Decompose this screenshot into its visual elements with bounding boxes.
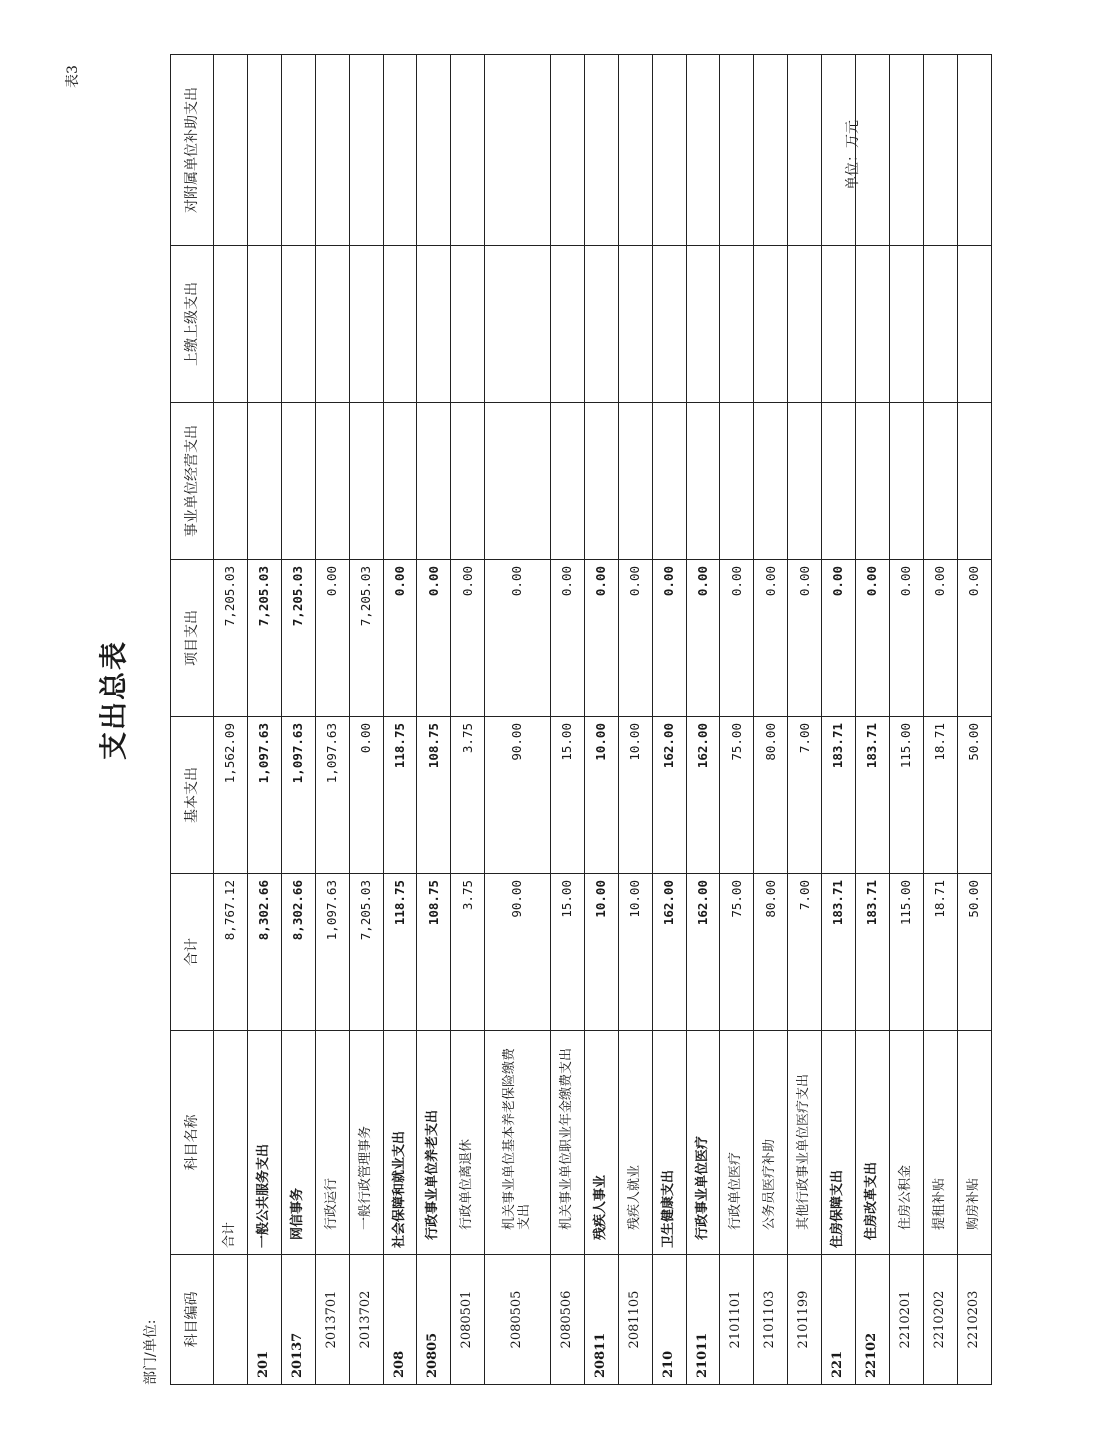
cell-total: 183.71 [822,874,856,1031]
cell-project: 0.00 [652,560,686,717]
cell-project: 0.00 [890,560,924,717]
cell-code: 2210202 [923,1255,957,1385]
cell-subsidy [788,55,822,246]
cell-subsidy [281,55,315,246]
cell-upper [584,246,618,403]
cell-basic: 10.00 [618,717,652,874]
cell-operating [856,403,890,560]
cell-code: 2210203 [957,1255,991,1385]
cell-upper [214,246,248,403]
cell-code: 21011 [686,1255,720,1385]
cell-project: 0.00 [383,560,417,717]
cell-operating [890,403,924,560]
cell-basic: 3.75 [451,717,485,874]
header-name: 科目名称 [171,1031,214,1255]
cell-total: 7.00 [788,874,822,1031]
cell-code: 2080501 [451,1255,485,1385]
cell-subsidy [349,55,383,246]
cell-project: 0.00 [856,560,890,717]
cell-code: 2101101 [720,1255,754,1385]
cell-code: 22102 [856,1255,890,1385]
cell-subsidy [214,55,248,246]
cell-basic: 80.00 [754,717,788,874]
cell-project: 0.00 [584,560,618,717]
cell-name: 一般公共服务支出 [247,1031,281,1255]
table-row [618,55,652,1385]
header-total: 合计 [171,874,214,1031]
cell-upper [417,246,451,403]
cell-basic: 115.00 [890,717,924,874]
cell-total: 162.00 [686,874,720,1031]
cell-total: 1,097.63 [315,874,349,1031]
cell-upper [451,246,485,403]
cell-operating [686,403,720,560]
cell-project: 0.00 [417,560,451,717]
table-row [652,55,686,1385]
cell-project: 7,205.03 [281,560,315,717]
department-label: 部门/单位: [143,1319,159,1385]
cell-name: 公务员医疗补助 [754,1031,788,1255]
table-row [720,55,754,1385]
table-row [315,55,349,1385]
table-row [754,55,788,1385]
cell-operating [383,403,417,560]
cell-name: 行政运行 [315,1031,349,1255]
cell-project: 7,205.03 [247,560,281,717]
cell-name: 机关事业单位职业年金缴费支出 [550,1031,584,1255]
cell-upper [856,246,890,403]
cell-basic: 1,097.63 [281,717,315,874]
cell-operating [957,403,991,560]
cell-operating [214,403,248,560]
cell-operating [281,403,315,560]
cell-subsidy [618,55,652,246]
cell-basic: 10.00 [584,717,618,874]
cell-subsidy [720,55,754,246]
cell-project: 7,205.03 [349,560,383,717]
cell-operating [315,403,349,560]
cell-total: 118.75 [383,874,417,1031]
cell-basic: 108.75 [417,717,451,874]
cell-upper [247,246,281,403]
cell-operating [417,403,451,560]
cell-total: 7,205.03 [349,874,383,1031]
cell-total: 18.71 [923,874,957,1031]
cell-operating [822,403,856,560]
table-row [451,55,485,1385]
cell-operating [652,403,686,560]
cell-total: 162.00 [652,874,686,1031]
cell-name: 住房保障支出 [822,1031,856,1255]
cell-code: 20137 [281,1255,315,1385]
cell-total: 8,302.66 [247,874,281,1031]
cell-subsidy [383,55,417,246]
cell-subsidy [485,55,551,246]
cell-basic: 183.71 [822,717,856,874]
cell-upper [686,246,720,403]
cell-project: 0.00 [957,560,991,717]
cell-total: 90.00 [485,874,551,1031]
header-code: 科目编码 [171,1255,214,1385]
cell-operating [754,403,788,560]
cell-code: 2101199 [788,1255,822,1385]
cell-project: 0.00 [788,560,822,717]
table-row [214,55,248,1385]
table-row [247,55,281,1385]
cell-name: 合计 [214,1031,248,1255]
cell-total: 15.00 [550,874,584,1031]
cell-upper [550,246,584,403]
cell-basic: 118.75 [383,717,417,874]
cell-upper [720,246,754,403]
header-subsidy: 对附属单位补助支出 [171,55,214,246]
cell-basic: 50.00 [957,717,991,874]
cell-total: 10.00 [618,874,652,1031]
cell-operating [485,403,551,560]
cell-basic: 18.71 [923,717,957,874]
cell-subsidy [584,55,618,246]
cell-operating [618,403,652,560]
cell-name: 行政事业单位医疗 [686,1031,720,1255]
cell-upper [957,246,991,403]
cell-code: 2081105 [618,1255,652,1385]
cell-subsidy [754,55,788,246]
cell-upper [485,246,551,403]
cell-name: 残疾人就业 [618,1031,652,1255]
cell-code: 2080505 [485,1255,551,1385]
cell-total: 108.75 [417,874,451,1031]
cell-code: 2013701 [315,1255,349,1385]
cell-basic: 75.00 [720,717,754,874]
cell-basic: 1,097.63 [247,717,281,874]
cell-subsidy [417,55,451,246]
cell-total: 183.71 [856,874,890,1031]
table-row [550,55,584,1385]
cell-operating [788,403,822,560]
cell-code: 2101103 [754,1255,788,1385]
table-number-label: 表3 [65,65,81,88]
cell-subsidy [550,55,584,246]
cell-code: 2080506 [550,1255,584,1385]
cell-total: 10.00 [584,874,618,1031]
cell-name: 机关事业单位基本养老保险缴费支出 [485,1031,551,1255]
cell-project: 0.00 [315,560,349,717]
cell-basic: 15.00 [550,717,584,874]
cell-name: 提租补贴 [923,1031,957,1255]
header-operating: 事业单位经营支出 [171,403,214,560]
cell-project: 0.00 [822,560,856,717]
cell-code: 221 [822,1255,856,1385]
cell-operating [720,403,754,560]
cell-subsidy [451,55,485,246]
table-row [485,55,551,1385]
cell-name: 卫生健康支出 [652,1031,686,1255]
cell-total: 3.75 [451,874,485,1031]
cell-operating [451,403,485,560]
cell-subsidy [856,55,890,246]
cell-name: 行政事业单位养老支出 [417,1031,451,1255]
cell-total: 8,302.66 [281,874,315,1031]
table-header-row [171,55,214,1385]
cell-upper [618,246,652,403]
cell-code: 201 [247,1255,281,1385]
cell-total: 80.00 [754,874,788,1031]
table-row [281,55,315,1385]
cell-upper [349,246,383,403]
cell-project: 0.00 [923,560,957,717]
cell-subsidy [686,55,720,246]
cell-upper [315,246,349,403]
cell-upper [754,246,788,403]
cell-name: 行政单位医疗 [720,1031,754,1255]
cell-project: 0.00 [720,560,754,717]
cell-name: 住房公积金 [890,1031,924,1255]
cell-basic: 1,562.09 [214,717,248,874]
cell-total: 75.00 [720,874,754,1031]
cell-operating [584,403,618,560]
cell-project: 0.00 [550,560,584,717]
cell-upper [383,246,417,403]
cell-code: 20805 [417,1255,451,1385]
cell-name: 住房改革支出 [856,1031,890,1255]
page-title: 支出总表 [97,640,130,761]
cell-project: 0.00 [686,560,720,717]
cell-name: 一般行政管理事务 [349,1031,383,1255]
cell-operating [349,403,383,560]
table-row [349,55,383,1385]
cell-name: 网信事务 [281,1031,315,1255]
cell-basic: 90.00 [485,717,551,874]
table-row [584,55,618,1385]
table-body [214,55,992,1385]
header-basic: 基本支出 [171,717,214,874]
cell-upper [890,246,924,403]
cell-operating [550,403,584,560]
cell-code: 2210201 [890,1255,924,1385]
cell-subsidy [315,55,349,246]
expenditure-table [170,54,992,1385]
cell-name: 购房补贴 [957,1031,991,1255]
cell-name: 残疾人事业 [584,1031,618,1255]
cell-upper [652,246,686,403]
cell-code: 2013702 [349,1255,383,1385]
table-row [686,55,720,1385]
cell-name: 社会保障和就业支出 [383,1031,417,1255]
header-project: 项目支出 [171,560,214,717]
cell-upper [281,246,315,403]
cell-total: 115.00 [890,874,924,1031]
cell-basic: 162.00 [652,717,686,874]
cell-project: 7,205.03 [214,560,248,717]
cell-subsidy [652,55,686,246]
unit-label: 单位：万元 [845,120,861,190]
table-row [383,55,417,1385]
cell-subsidy [247,55,281,246]
table-row [417,55,451,1385]
table-row [890,55,924,1385]
cell-subsidy [923,55,957,246]
cell-basic: 0.00 [349,717,383,874]
cell-operating [923,403,957,560]
cell-code: 20811 [584,1255,618,1385]
cell-basic: 162.00 [686,717,720,874]
cell-subsidy [890,55,924,246]
cell-operating [247,403,281,560]
cell-code: 210 [652,1255,686,1385]
cell-name: 行政单位离退休 [451,1031,485,1255]
header-upper: 上缴上级支出 [171,246,214,403]
cell-basic: 1,097.63 [315,717,349,874]
table-row [856,55,890,1385]
table-row [788,55,822,1385]
cell-project: 0.00 [451,560,485,717]
cell-code [214,1255,248,1385]
cell-project: 0.00 [485,560,551,717]
cell-subsidy [957,55,991,246]
cell-total: 50.00 [957,874,991,1031]
cell-project: 0.00 [754,560,788,717]
table-row [822,55,856,1385]
cell-basic: 7.00 [788,717,822,874]
table-row [957,55,991,1385]
cell-subsidy [822,55,856,246]
cell-name: 其他行政事业单位医疗支出 [788,1031,822,1255]
cell-upper [923,246,957,403]
cell-upper [822,246,856,403]
cell-basic: 183.71 [856,717,890,874]
table-row [923,55,957,1385]
cell-total: 8,767.12 [214,874,248,1031]
cell-code: 208 [383,1255,417,1385]
cell-upper [788,246,822,403]
cell-project: 0.00 [618,560,652,717]
